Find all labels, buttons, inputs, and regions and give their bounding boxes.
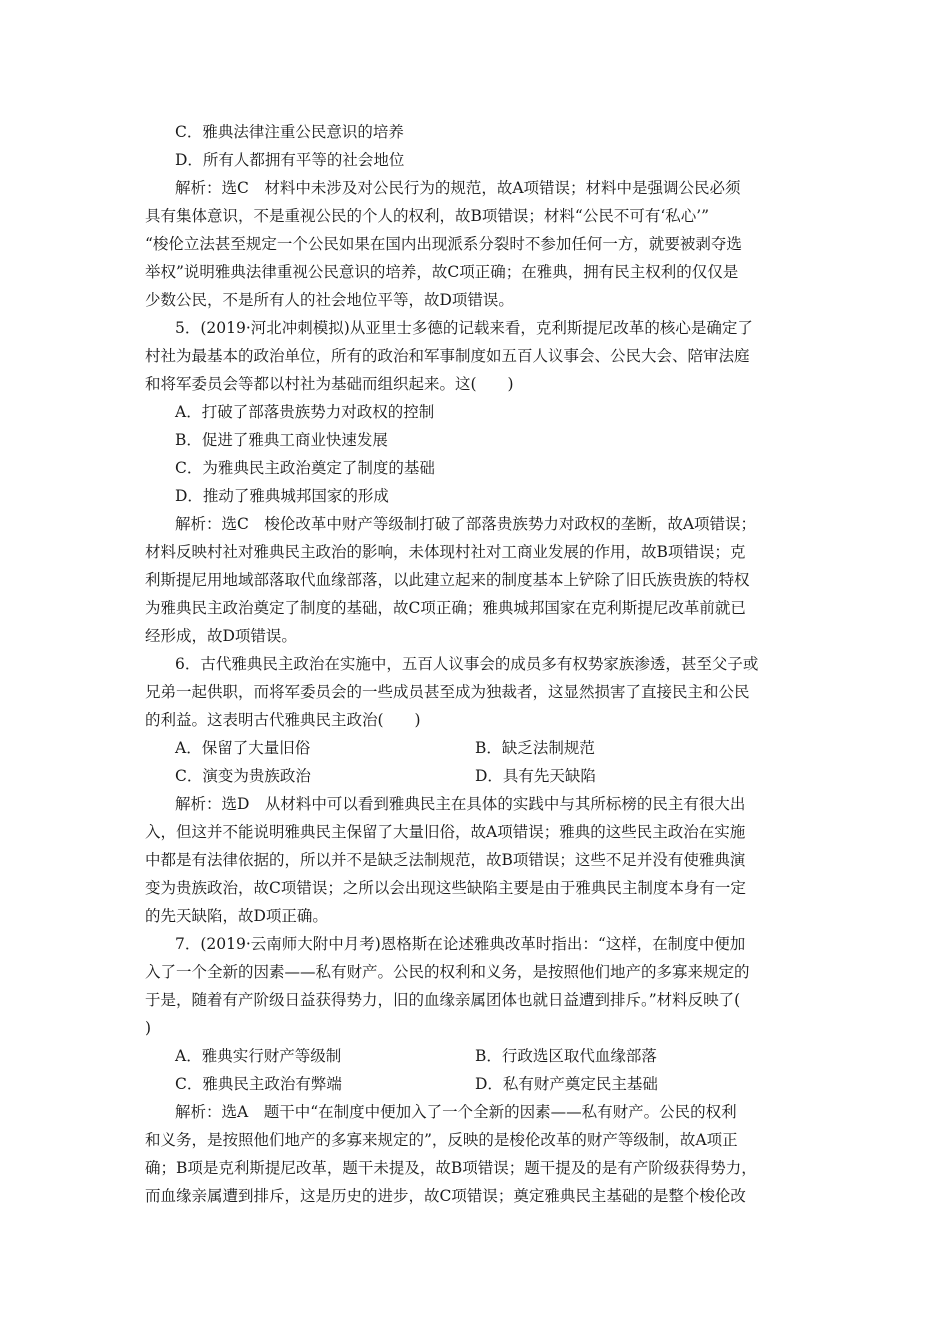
question-5-stem: 5．(2019·河北冲刺模拟)从亚里士多德的记载来看，克利斯提尼改革的核心是确定了 — [175, 319, 753, 337]
option-d: D．所有人都拥有平等的社会地位 — [175, 151, 405, 169]
option-d: D．具有先天缺陷 — [475, 767, 596, 785]
analysis-text: 解析：选C 材料中未涉及对公民行为的规范，故A项错误；材料中是强调公民必须 — [175, 179, 741, 197]
option-c: C．演变为贵族政治 — [175, 767, 311, 785]
analysis-text: 和义务，是按照他们地产的多寡来规定的”，反映的是梭伦改革的财产等级制，故A项正 — [145, 1131, 738, 1149]
analysis-text: 解析：选D 从材料中可以看到雅典民主在具体的实践中与其所标榜的民主有很大出 — [175, 795, 746, 813]
analysis-text: 利斯提尼用地域部落取代血缘部落，以此建立起来的制度基本上铲除了旧氏族贵族的特权 — [145, 571, 750, 589]
analysis-text: 中都是有法律依据的，所以并不是缺乏法制规范，故B项错误；这些不足并没有使雅典演 — [145, 851, 746, 869]
option-a: A．雅典实行财产等级制 — [175, 1047, 342, 1065]
option-b: B．缺乏法制规范 — [475, 739, 595, 757]
question-6-stem: 6．古代雅典民主政治在实施中，五百人议事会的成员多有权势家族渗透，甚至父子或 — [175, 655, 759, 673]
question-7-stem: ) — [145, 1019, 152, 1037]
question-7-stem: 于是，随着有产阶级日益获得势力，旧的血缘亲属团体也就日益遭到排斥。”材料反映了( — [145, 991, 741, 1009]
option-c: C．雅典民主政治有弊端 — [175, 1075, 342, 1093]
option-d: D．私有财产奠定民主基础 — [475, 1075, 658, 1093]
option-b: B．促进了雅典工商业快速发展 — [175, 431, 388, 449]
analysis-text: 具有集体意识，不是重视公民的个人的权利，故B项错误；材料“公民不可有‘私心’” — [145, 207, 710, 225]
option-c: C．为雅典民主政治奠定了制度的基础 — [175, 459, 435, 477]
question-6-stem: 兄弟一起供职，而将军委员会的一些成员甚至成为独裁者，这显然损害了直接民主和公民 — [145, 683, 750, 701]
analysis-text: 举权”说明雅典法律重视公民意识的培养，故C项正确；在雅典，拥有民主权利的仅仅是 — [145, 263, 739, 281]
option-d: D．推动了雅典城邦国家的形成 — [175, 487, 389, 505]
option-b: B．行政选区取代血缘部落 — [475, 1047, 657, 1065]
question-7-stem: 入了一个全新的因素——私有财产。公民的权利和义务，是按照他们地产的多寡来规定的 — [145, 963, 750, 981]
question-7-stem: 7．(2019·云南师大附中月考)恩格斯在论述雅典改革时指出：“这样，在制度中便加 — [175, 935, 746, 953]
analysis-text: 而血缘亲属遭到排斥，这是历史的进步，故C项错误；奠定雅典民主基础的是整个梭伦改 — [145, 1187, 746, 1205]
analysis-text: 材料反映村社对雅典民主政治的影响，未体现村社对工商业发展的作用，故B项错误；克 — [145, 543, 746, 561]
analysis-text: 少数公民，不是所有人的社会地位平等，故D项错误。 — [145, 291, 514, 309]
option-c: C．雅典法律注重公民意识的培养 — [175, 123, 404, 141]
analysis-text: 确；B项是克利斯提尼改革，题干未提及，故B项错误；题干提及的是有产阶级获得势力， — [145, 1159, 757, 1177]
analysis-text: 变为贵族政治，故C项错误；之所以会出现这些缺陷主要是由于雅典民主制度本身有一定 — [145, 879, 746, 897]
analysis-text: 入，但这并不能说明雅典民主保留了大量旧俗，故A项错误；雅典的这些民主政治在实施 — [145, 823, 746, 841]
option-a: A．打破了部落贵族势力对政权的控制 — [175, 403, 435, 421]
option-a: A．保留了大量旧俗 — [175, 739, 311, 757]
question-6-stem: 的利益。这表明古代雅典民主政治( ) — [145, 711, 421, 729]
question-5-stem: 村社为最基本的政治单位，所有的政治和军事制度如五百人议事会、公民大会、陪审法庭 — [145, 347, 750, 365]
analysis-text: 解析：选A 题干中“在制度中便加入了一个全新的因素——私有财产。公民的权利 — [175, 1103, 737, 1121]
analysis-text: 解析：选C 梭伦改革中财产等级制打破了部落贵族势力对政权的垄断，故A项错误； — [175, 515, 757, 533]
analysis-text: 的先天缺陷，故D项正确。 — [145, 907, 328, 925]
analysis-text: “梭伦立法甚至规定一个公民如果在国内出现派系分裂时不参加任何一方，就要被剥夺选 — [145, 235, 742, 253]
analysis-text: 经形成，故D项错误。 — [145, 627, 297, 645]
analysis-text: 为雅典民主政治奠定了制度的基础，故C项正确；雅典城邦国家在克利斯提尼改革前就已 — [145, 599, 746, 617]
question-5-stem: 和将军委员会等都以村社为基础而组织起来。这( ) — [145, 375, 514, 393]
